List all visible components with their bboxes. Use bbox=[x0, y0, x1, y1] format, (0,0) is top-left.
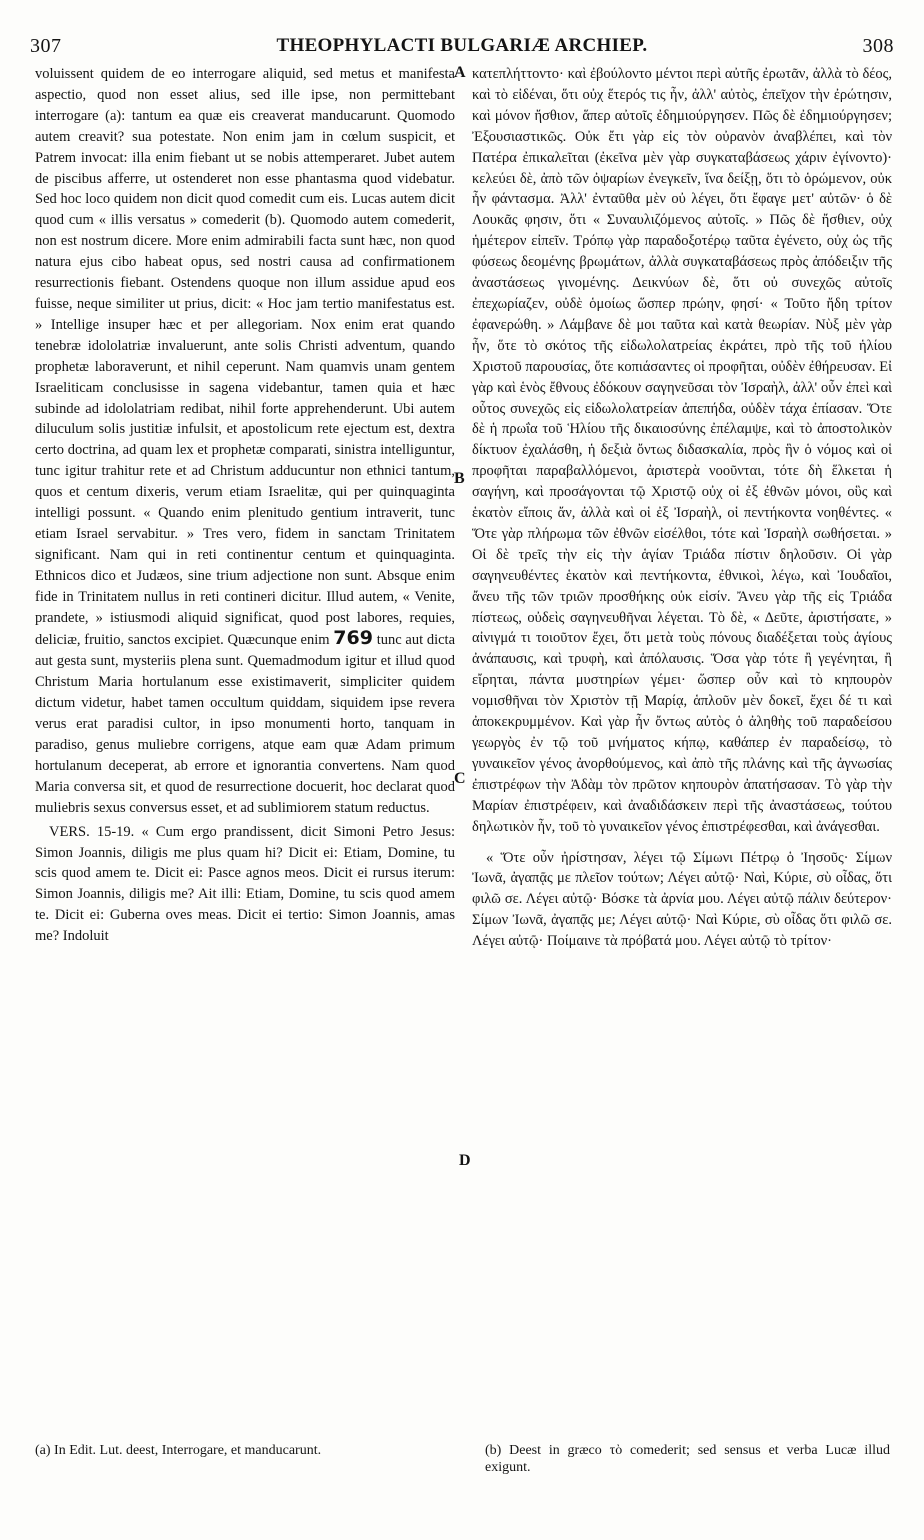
section-marker-a: A bbox=[454, 64, 466, 81]
verse-paragraph bbox=[35, 822, 455, 947]
greek-paragraph-1: κατεπλήττοντο· καὶ ἐβούλοντο μέντοι περὶ αὐτῆς ἐρωτᾶν, ἀλλὰ τὸ δέος, καὶ τὸ εἰδέναι, ὅτι οὐχ ἕτερός τις ἦν, ἀλλ' αὐτὸς, ἐπεῖχον τὴν ἐρώτησιν, καὶ μόνον ἤσθιον, ἅπερ αὐτοῖς ἐδημιούργησεν. Πῶς δὲ ἐδημιούργησεν; Ἐξουσιαστικῶς. Οὐκ ἔτι γὰρ εἰς τὸν οὐρανὸν ἀναβλέπει, καὶ τὸν Πατέρα ἐπικαλεῖται (ἐκεῖνα μὲν γὰρ συγκαταβάσεως χάριν ἐγίνοντο)· κελεύει δὲ, ἀπὸ τῶν ὀψαρίων ἐνεγκεῖν, ἵνα δείξῃ, ὅτι τὸ ὁρώμενον, οὐκ ἦν φάντασμα. Ἀλλ' ἐνταῦθα μὲν οὐ λέγει, ὅτι ἔφαγε μετ' αὐτῶν· ὁ δὲ Λουκᾶς φησιν, ὅτι « Συναυλιζόμενος αὐτοῖς. » Πῶς δὲ ἤσθιεν, οὐχ ἡμέτερον εἰπεῖν. Τρόπῳ γὰρ παραδοξοτέρῳ ταῦτα ἐγένετο, οὐχ ὡς τῆς φύσεως δεομένης βρωμάτων, ἀλλὰ συγκαταβάσεως πρὸς ἀπόδειξιν τῆς ἀναστάσεως γινομένης. Δεικνύων δὲ, ὅτι οὐ συνεχῶς αὐτοῖς ἐπεχωρίαζεν, οὐδὲ ὁμοίως ὥσπερ πρώην, φησί· « Τοῦτο ἤδη τρίτον ἐφανερώθη. » Λάμβανε δὲ μοι ταῦτα καὶ κατὰ θεωρίαν. Νὺξ μὲν γὰρ ἦν, ὅτε τὸ σκότος τῆς εἰδωλολατρείας ἐκράτει, πρὸ τῆς τοῦ ἡλίου Χριστοῦ παρουσίας, ὅτε κοπιάσαντες οἱ προφῆται, οὐδὲν ἐθήρευσαν. Εἰ γὰρ καὶ ἑνὸς ἔθνους ἐδόκουν σαγηνεῦσαι τὸν Ἰσραὴλ, ἀλλ' οὖν ἐπεὶ καὶ οὗτος συνεχῶς εἰς εἰδωλολατρείαν ἀπεπήδα, οὐδὲν τάχα ἐπίασαν. Ὅτε δὲ ἡ πρωΐα τοῦ Ἡλίου τῆς δικαιοσύνης ἐπέλαμψε, καὶ τὸ ἀποστολικὸν δίκτυον ἐχαλάσθη, ἡ δεξιὰ ὄντως διδασκαλία, πρὸς ἣν ὁ νόμος καὶ οἱ προφῆται παραβαλλόμενοι, ἀριστερὰ νοοῦνται, τότε δὴ ἕλκεται ἡ σαγήνη, καὶ προσάγονται τῷ Χριστῷ οὐχ οἱ ἐξ ἐθνῶν μόνοι, οὓς καὶ ἑκατὸν εἴποις ἄν, ἀλλὰ καὶ οἱ ἐξ Ἰσραὴλ, οἱ πεντήκοντα νοηθέντες. « Ὅτε γὰρ πλήρωμα τῶν ἐθνῶν εἰσέλθοι, τότε καὶ Ἰσραὴλ σωθήσεται. » Οἱ δὲ τρεῖς τὴν εἰς τὴν ἁγίαν Τριάδα πίστιν δηλοῦσιν. Οἱ γὰρ σαγηνευθέντες ἑκατὸν καὶ πεντήκοντα, ἐθνικοὶ, λέγω, καὶ Ἰουδαῖοι, ἄνευ τῆς τῶν τριῶν προσθήκης οὐκ εἰσίν. Ἄνευ γὰρ τῆς εἰς Τριάδα πίστεως, οὐδεὶς σαγηνευθῆναι λέγεται. Τὸ δὲ, « Δεῦτε, ἀριστήσατε, » αἰνιγμά τι τοιοῦτον ἔχει, ὅτι μετὰ τοὺς πόνους διαδέξεται τοὺς ἁγίους ἀνάπαυσις, καὶ τρυφὴ, καὶ ἀπόλαυσις. Ὅσα γὰρ τότε ἢ γεγένηται, ἢ εἴρηται, πάντα μυστηρίων γέμει· ὥσπερ οὖν καὶ τὸ κηπουρὸν νομισθῆναι τὸν Χριστὸν τῇ Μαρίᾳ, ἁπλοῦν μὲν δοκεῖ, ἔχει δέ τι καὶ ἀποκεκρυμμένον. Καὶ γὰρ ἦν ὄντως αὐτὸς ὁ ἀληθὴς τοῦ παραδείσου γεωργὸς ἐν τῷ τοῦ μνήματος κήπῳ, καθάπερ ἐν παραδείσῳ, τὸ γυναικεῖον γένος ἀνορθούμενος, καὶ ἀπὸ τῆς πλάνης καὶ τῆς ἀγνωσίας ἐπιστρέφων τὴν Ἀδὰμ τὸν πρῶτον κηπουρὸν ἀπατήσασαν. Τὸ γὰρ τὴν Μαρίαν ἐπιστρέφειν, καὶ ἀναδιδάσκειν περὶ τῆς ἀναστάσεως, τούτου δηλωτικὸν ἦν, τοῦ τὸ γυναικεῖον γένος ἐπιστρέφεσθαι, καὶ ἀνάγεσθαι. bbox=[472, 66, 892, 835]
footnote-a: (a) In Edit. Lut. deest, Interrogare, et manducarunt. bbox=[35, 1443, 322, 1458]
footnote-b: (b) Deest in græco τὸ comederit; sed sensus et verba Lucæ illud exigunt. bbox=[485, 1443, 890, 1475]
running-header bbox=[30, 33, 894, 59]
page-number-right: 308 bbox=[862, 34, 894, 57]
running-title: THEOPHYLACTI BULGARIÆ ARCHIEP. bbox=[276, 35, 648, 56]
latin-text-part-2: tunc aut dicta aut gesta sunt, mysteriis plena sunt. Quemadmodum igitur et illud quod Christum Maria hortulanum esse existimaverit, simpliciter quidem dictum videtur, habet tamen occultum quiddam, siquidem ipse revera verus erat paradisi cultor, in ipso monumenti horto, tanquam in paradiso, genus muliebre corrigens, atque eam quæ Adam primum hortulanum deceperat, ab errore et ignorantia convertens. Nam quod Maria conversa sit, et quod de resurrectione docuerit, hoc declarat quod muliebris sexus conversus esset, et ad sublimiorem statum reductus. bbox=[35, 632, 456, 816]
page-number-left: 307 bbox=[30, 34, 62, 57]
section-marker-b: B bbox=[454, 470, 465, 487]
latin-text-part-1: voluissent quidem de eo interrogare aliquid, sed metus et manifesta aspectio, quod non esset alius, sed ille ipse, non permittebant interrogare (a): tantum ea quæ eis creaverat manducarunt. Quomodo autem creavit? sua potestate. Non enim jam in cœlum suspicit, et Patrem invocat: illa enim fiebant ut se nobis attemperaret. Jubet autem de piscibus afferre, ut ostenderet non esse phantasma quod videbatur. Sed hoc loco quidem non dicit quod comedit cum eis. Lucas autem dicit quod cum « illis versatus » comederit (b). Quomodo autem comederit, non est nostrum dicere. More enim admirabili facta sunt hæc, non quod natura ejus cibo habeat opus, sed nostri causa ad confirmationem resurrectionis fiebant. Ostendens quoque non illum assidue apud eos fuisse, neque similiter ut prius, dicit: « Hoc jam tertio manifestatus est. » Intellige insuper hæc et per allegoriam. Nox enim erat quando tenebræ idololatriæ invaluerunt, ante solis Christi adventum, quando prophetæ laboraverunt, et nihil ceperunt. Nam quamvis unam gentem Israeliticam conclusisse in sagena videbantur, tamen quia et hæc subinde ad idololatriam redibat, nihil forte apprehenderunt. Ubi autem diluculum solis justitiæ infulsit, et apostolicum rete ejectum est, dextra certo doctrina, ad quam lex et prophetæ comparati, sinistra intelliguntur, tunc igitur trahitur rete et ad Christum adducuntur non ethnici tantum, quos et centum dixeris, verum etiam Israelitæ, qui per quinquaginta intelligi possunt. « Quando enim plenitudo gentium intraverit, tunc etiam Israel servabitur. » Tres vero, fidem in sanctam Trinitatem significant. Nam qui in reti continentur centum et quinquaginta. Ethnicos dico et Judæos, sine trium adjectione non sunt. Absque enim fide in Trinitatem nullus in reti contineri dicitur. Illud autem, « Venite, prandete, » istiusmodi aliquid significat, quod post labores, requies, deliciæ, fruitio, sanctos excipiet. Quæcunque enim bbox=[35, 66, 455, 649]
greek-column bbox=[472, 64, 892, 952]
section-marker-c: C bbox=[454, 770, 466, 787]
greek-paragraph-2: « Ὅτε οὖν ἠρίστησαν, λέγει τῷ Σίμωνι Πέτρῳ ὁ Ἰησοῦς· Σίμων Ἰωνᾶ, ἀγαπᾷς με πλεῖον τούτων; Λέγει αὐτῷ· Ναὶ, Κύριε, σὺ οἶδας, ὅτι φιλῶ σε. Λέγει αὐτῷ· Βόσκε τὰ ἀρνία μου. Λέγει αὐτῷ πάλιν δεύτερον· Σίμων Ἰωνᾶ, ἀγαπᾷς με; Λέγει αὐτῷ· Ναὶ Κύριε, σὺ οἶδας ὅτι φιλῶ σε. Λέγει αὐτῷ· Ποίμαινε τὰ πρόβατά μου. Λέγει αὐτῷ τὸ τρίτον· bbox=[472, 849, 892, 950]
column-number: 769 bbox=[333, 627, 373, 650]
latin-paragraph bbox=[35, 64, 455, 819]
latin-column bbox=[35, 64, 455, 947]
verse-text: « Cum ergo prandissent, dicit Simoni Petro Jesus: Simon Joannis, diligis me plus quam hi? Dicit ei: Etiam, Domine, tu scis quod amem te. Dicit ei: Pasce agnos meos. Dicit ei rursus iterum: Simon Joannis, diligis me? Ait illi: Etiam, Domine, tu scis quod amem te. Dicit ei: Guberna oves meas. Dicit ei tertio: Simon Joannis, amas me? Indoluit bbox=[35, 823, 456, 945]
verse-label: VERS. 15-19. bbox=[49, 823, 135, 840]
section-marker-d: D bbox=[459, 1152, 471, 1169]
